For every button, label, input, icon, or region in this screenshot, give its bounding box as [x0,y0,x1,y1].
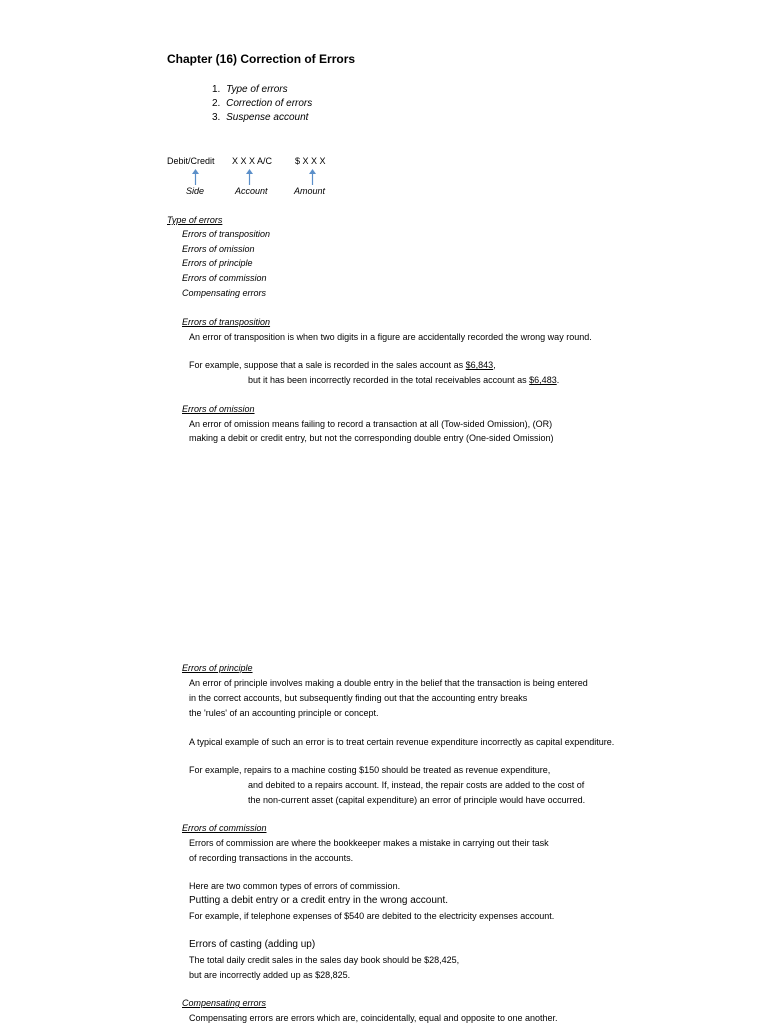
commission-type2-heading: Errors of casting (adding up) [189,939,316,950]
omission-line: making a debit or credit entry, but not the corresponding double entry (One-sided Omission) [189,433,554,443]
type-item: Errors of principle [182,258,253,268]
principle-line: the 'rules' of an accounting principle or concept. [189,708,379,718]
commission-type2-line: The total daily credit sales in the sales day book should be $28,425, [189,955,460,965]
principle-line: in the correct accounts, but subsequently finding out that the accounting entry breaks [189,693,528,703]
label-account: Account [235,186,268,196]
commission-type1-example: For example, if telephone expenses of $540 are debited to the electricity expenses account. [189,911,555,921]
transposition-example-line1 [189,360,496,371]
type-item: Compensating errors [182,288,267,298]
toc-text: Type of errors [226,84,288,95]
compensating-heading: Compensating errors [182,998,267,1008]
toc-item-1 [212,84,288,95]
omission-heading: Errors of omission [182,404,255,414]
example-value: $6,843 [465,360,494,370]
principle-example-line: and debited to a repairs account. If, instead, the repair costs are added to the cost of [248,780,585,790]
commission-type1-heading: Putting a debit entry or a credit entry in the wrong account. [189,895,449,906]
commission-heading: Errors of commission [182,823,267,833]
commission-line: of recording transactions in the accounts. [189,853,354,863]
toc-item-2 [212,98,312,109]
principle-example-line: For example, repairs to a machine costing $150 should be treated as revenue expenditure, [189,765,551,775]
types-heading: Type of errors [167,215,223,225]
transposition-example-line2 [248,375,559,386]
commission-line: Errors of commission are where the bookkeeper makes a mistake in carrying out their task [189,838,549,848]
toc-num: 2. [212,98,221,109]
up-arrow-icon [191,169,200,185]
principle-typical: A typical example of such an error is to treat certain revenue expenditure incorrectly as capital expenditure. [189,737,615,747]
type-item: Errors of transposition [182,229,271,239]
type-item: Errors of commission [182,273,267,283]
toc-num: 3. [212,112,221,123]
example-punct: , [493,360,496,370]
example-value: $6,483 [529,375,557,385]
label-amount: Amount [294,186,326,196]
omission-line: An error of omission means failing to record a transaction at all (Tow-sided Omission), (OR) [189,419,553,429]
principle-example-line: the non-current asset (capital expenditure) an error of principle would have occurred. [248,795,586,805]
entry-side: Debit/Credit [167,156,215,166]
compensating-line: Compensating errors are errors which are, coincidentally, equal and opposite to one another. [189,1013,558,1023]
commission-type2-line: but are incorrectly added up as $28,825. [189,970,351,980]
label-side: Side [186,186,205,196]
up-arrow-icon [308,169,317,185]
principle-line: An error of principle involves making a double entry in the belief that the transaction is being entered [189,678,588,688]
commission-two-types: Here are two common types of errors of commission. [189,881,401,891]
toc-text: Correction of errors [226,98,313,109]
transposition-heading: Errors of transposition [182,317,271,327]
type-item: Errors of omission [182,244,255,254]
entry-amount: $ X X X [295,156,326,166]
toc-num: 1. [212,84,221,95]
example-punct: . [556,375,560,385]
example-text: For example, suppose that a sale is recorded in the sales account as [189,360,466,370]
example-text: but it has been incorrectly recorded in the total receivables account as [248,375,530,385]
up-arrow-icon [245,169,254,185]
toc-text: Suspense account [226,112,309,123]
toc-item-3 [212,112,308,123]
principle-heading: Errors of principle [182,663,253,673]
entry-account: X X X A/C [232,156,273,166]
chapter-title: Chapter (16) Correction of Errors [167,52,356,66]
transposition-definition: An error of transposition is when two digits in a figure are accidentally recorded the wrong way round. [189,332,592,342]
